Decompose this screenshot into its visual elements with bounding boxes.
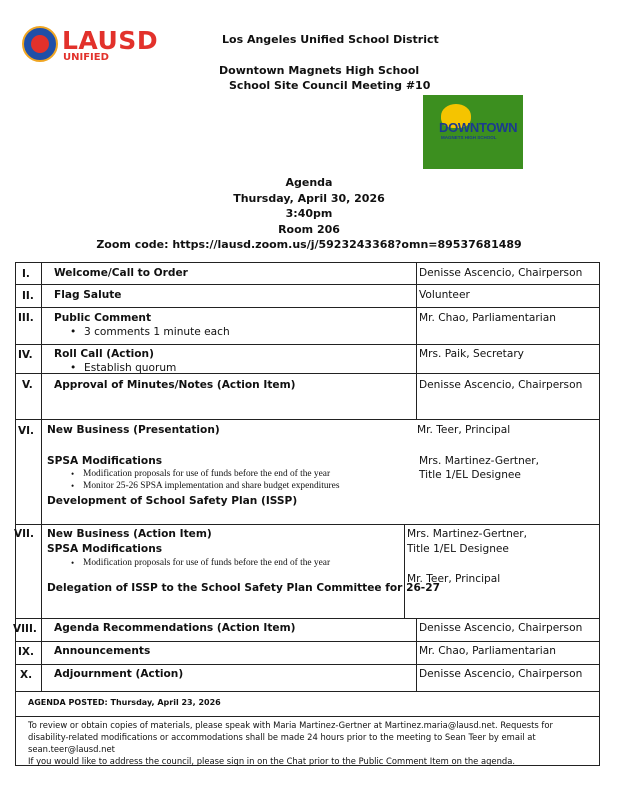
presenter: Denisse Ascencio, Chairperson [419,622,583,634]
presenter: Mrs. Martinez-Gertner, [407,528,528,540]
presenter: Denisse Ascencio, Chairperson [419,379,583,391]
row-number: IV. [18,349,33,361]
agenda-title: Agenda [285,176,333,189]
item-subtitle: Development of School Safety Plan (ISSP) [47,495,298,507]
item-title: Adjournment (Action) [54,668,184,680]
downtown-magnets-logo [423,95,523,169]
item-title: New Business (Action Item) [47,528,212,540]
lausd-seal-icon [22,26,58,62]
agenda-posted: AGENDA POSTED: Thursday, April 23, 2026 [28,698,221,707]
item-title: Public Comment [54,312,152,324]
downtown-logo-sub: MAGNETS HIGH SCHOOL [441,135,497,140]
presenter: Mr. Teer, Principal [417,424,511,436]
item-title: Welcome/Call to Order [54,267,188,279]
footer-line: disability-related modifications or accommodations shall be made 24 hours prior to the meeting to Sean Teer by email at [28,732,536,742]
presenter: Title 1/EL Designee [407,543,509,555]
row-number: VII. [14,528,34,540]
item-bullet: • 3 comments 1 minute each [84,325,230,339]
row-number: II. [22,290,34,302]
footer-email: sean.teer@lausd.net [28,744,115,754]
lausd-logo [22,26,162,66]
presenter: Volunteer [419,289,470,301]
row-number: VI. [18,425,35,437]
agenda-time: 3:40pm [285,207,333,220]
lausd-unified-text: UNIFIED [63,52,109,63]
presenter: Mr. Teer, Principal [407,573,501,585]
presenter: Denisse Ascencio, Chairperson [419,668,583,680]
agenda-room: Room 206 [278,222,340,236]
agenda-table [15,262,600,766]
item-bullet: • Modification proposals for use of funds before the end of the year [83,557,330,569]
zoom-code: Zoom code: https://lausd.zoom.us/j/5923243368?omn=89537681489 [96,238,522,251]
row-number: V. [22,379,33,391]
row-number: I. [22,268,30,280]
school-name: Downtown Magnets High School [219,64,420,77]
presenter: Denisse Ascencio, Chairperson [419,267,583,279]
presenter: Mr. Chao, Parliamentarian [419,645,556,657]
agenda-heading [0,175,618,253]
item-title: Announcements [54,645,151,657]
presenter: Mrs. Paik, Secretary [419,348,524,360]
item-bullet: • Monitor 25-26 SPSA implementation and share budget expenditures [83,480,339,492]
footer-line: If you would like to address the council, please sign in on the Chat prior to the Public Comment Item on the agenda. [28,756,516,766]
row-number: VIII. [13,623,37,635]
downtown-logo-word: DOWNTOWN [439,120,518,135]
agenda-date: Thursday, April 30, 2026 [233,191,385,205]
item-bullet: • Establish quorum [84,361,176,375]
item-title: Approval of Minutes/Notes (Action Item) [54,379,296,391]
presenter: Title 1/EL Designee [419,469,521,481]
row-number: X. [20,669,33,681]
item-subtitle: SPSA Modifications [47,543,163,555]
item-title: New Business (Presentation) [47,424,220,436]
item-title: Roll Call (Action) [54,348,154,360]
row-number: III. [18,312,34,324]
presenter: Mrs. Martinez-Gertner, [419,455,540,467]
footer-line: To review or obtain copies of materials, please speak with Maria Martinez-Gertner at Martinez.maria@lausd.net. Requests for [28,720,553,730]
presenter: Mr. Chao, Parliamentarian [419,312,556,324]
row-number: IX. [18,646,34,658]
meeting-title: School Site Council Meeting #10 [229,79,431,92]
lausd-wordmark: LAUSD [62,26,159,55]
item-bullet: • Modification proposals for use of funds before the end of the year [83,468,330,480]
item-title: Agenda Recommendations (Action Item) [54,622,296,634]
item-title: Flag Salute [54,289,122,301]
item-subtitle: Delegation of ISSP to the School Safety Plan Committee for 26-27 [47,582,440,594]
item-subtitle: SPSA Modifications [47,455,163,467]
district-name: Los Angeles Unified School District [222,33,439,46]
